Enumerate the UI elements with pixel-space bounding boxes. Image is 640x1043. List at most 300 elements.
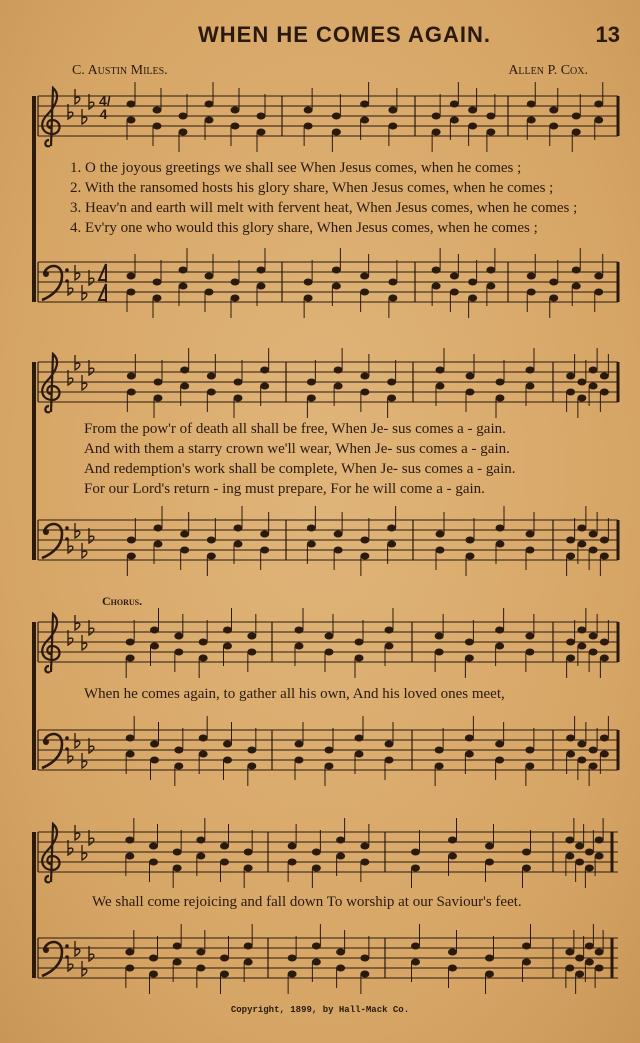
- note-head: [387, 541, 396, 548]
- note-head: [307, 525, 316, 532]
- note-head: [595, 949, 604, 956]
- time-signature-digit: [99, 264, 107, 282]
- note-head: [585, 943, 594, 950]
- note-head: [260, 547, 269, 554]
- note-head: [485, 843, 494, 850]
- note-head: [288, 955, 297, 962]
- note-head: [526, 547, 535, 554]
- bass-clef-icon: [42, 942, 62, 976]
- note-head: [150, 643, 159, 650]
- note-head: [496, 379, 505, 386]
- note-head: [304, 123, 313, 130]
- note-head: [522, 865, 531, 872]
- note-head: [522, 959, 531, 966]
- note-head: [149, 859, 158, 866]
- note-head: [260, 383, 269, 390]
- treble-clef-icon: [42, 614, 59, 672]
- note-head: [496, 525, 505, 532]
- note-head: [126, 639, 135, 646]
- note-head: [450, 101, 459, 108]
- note-head: [387, 395, 396, 402]
- note-head: [594, 289, 603, 296]
- note-head: [174, 633, 183, 640]
- note-head: [577, 643, 586, 650]
- note-head: [572, 129, 581, 136]
- note-head: [244, 849, 253, 856]
- note-head: [485, 955, 494, 962]
- note-head: [360, 101, 369, 108]
- note-head: [288, 859, 297, 866]
- note-head: [336, 949, 345, 956]
- note-head: [220, 971, 229, 978]
- note-head: [432, 283, 441, 290]
- note-head: [127, 537, 136, 544]
- note-head: [325, 763, 334, 770]
- note-head: [247, 763, 256, 770]
- note-head: [585, 865, 594, 872]
- note-head: [600, 655, 609, 662]
- note-head: [332, 267, 341, 274]
- note-head: [360, 117, 369, 124]
- note-head: [247, 649, 256, 656]
- note-head: [247, 633, 256, 640]
- note-head: [527, 117, 536, 124]
- note-head: [125, 949, 134, 956]
- lyricist-credit: C. Austin Miles.: [72, 63, 168, 78]
- note-head: [180, 383, 189, 390]
- note-head: [257, 283, 266, 290]
- note-head: [207, 553, 216, 560]
- note-head: [594, 101, 603, 108]
- note-head: [432, 113, 441, 120]
- note-head: [575, 859, 584, 866]
- note-head: [549, 107, 558, 114]
- note-head: [565, 837, 574, 844]
- note-head: [525, 649, 534, 656]
- note-head: [154, 395, 163, 402]
- verse-lines-part2: [84, 419, 515, 499]
- chorus-label: Chorus.: [102, 594, 143, 608]
- note-head: [231, 279, 240, 286]
- note-head: [312, 959, 321, 966]
- note-head: [450, 289, 459, 296]
- note-head: [150, 741, 159, 748]
- note-head: [257, 113, 266, 120]
- note-head: [549, 279, 558, 286]
- note-head: [360, 859, 369, 866]
- note-head: [468, 107, 477, 114]
- note-head: [336, 965, 345, 972]
- note-head: [572, 113, 581, 120]
- note-head: [295, 643, 304, 650]
- note-head: [589, 531, 598, 538]
- note-head: [173, 943, 182, 950]
- note-head: [220, 955, 229, 962]
- verse-line: 2. With the ransomed hosts his glory share, When Jesus comes, when he comes ;: [70, 180, 554, 196]
- bass-clef-icon: [43, 739, 49, 745]
- note-head: [312, 943, 321, 950]
- note-head: [223, 741, 232, 748]
- note-head: [486, 113, 495, 120]
- note-head: [388, 107, 397, 114]
- note-head: [600, 373, 609, 380]
- note-head: [522, 849, 531, 856]
- note-head: [577, 741, 586, 748]
- note-head: [360, 373, 369, 380]
- note-head: [223, 757, 232, 764]
- note-head: [153, 295, 162, 302]
- note-head: [575, 843, 584, 850]
- chorus-line: When he comes again, to gather all his own, And his loved ones meet,: [84, 686, 505, 702]
- note-head: [244, 959, 253, 966]
- note-head: [435, 763, 444, 770]
- note-head: [244, 865, 253, 872]
- note-head: [234, 525, 243, 532]
- note-head: [526, 367, 535, 374]
- note-head: [312, 849, 321, 856]
- note-head: [495, 741, 504, 748]
- note-head: [205, 117, 214, 124]
- note-head: [577, 541, 586, 548]
- bass-clef-icon: [42, 266, 62, 300]
- note-head: [179, 267, 188, 274]
- note-head: [468, 123, 477, 130]
- time-signature-digit: [99, 284, 107, 302]
- note-head: [577, 395, 586, 402]
- note-head: [589, 633, 598, 640]
- bass-clef-dot: [65, 526, 69, 530]
- note-head: [388, 123, 397, 130]
- note-head: [450, 273, 459, 280]
- bass-clef-icon: [43, 947, 49, 953]
- note-head: [173, 865, 182, 872]
- note-head: [180, 547, 189, 554]
- note-head: [525, 747, 534, 754]
- note-head: [234, 541, 243, 548]
- note-head: [436, 531, 445, 538]
- note-head: [436, 367, 445, 374]
- note-head: [411, 849, 420, 856]
- note-head: [127, 273, 136, 280]
- note-head: [575, 955, 584, 962]
- note-head: [207, 373, 216, 380]
- note-head: [566, 639, 575, 646]
- note-head: [223, 627, 232, 634]
- note-head: [223, 643, 232, 650]
- note-head: [179, 283, 188, 290]
- verse-line: 1. O the joyous greetings we shall see When Jesus comes, when he comes ;: [70, 160, 522, 176]
- note-head: [575, 971, 584, 978]
- note-head: [150, 757, 159, 764]
- note-head: [385, 627, 394, 634]
- note-head: [465, 655, 474, 662]
- note-head: [154, 525, 163, 532]
- note-head: [589, 649, 598, 656]
- note-head: [247, 747, 256, 754]
- note-head: [126, 655, 135, 662]
- note-head: [525, 763, 534, 770]
- note-head: [448, 853, 457, 860]
- note-head: [465, 735, 474, 742]
- note-head: [220, 843, 229, 850]
- note-head: [334, 383, 343, 390]
- treble-clef-icon: [42, 824, 59, 882]
- note-head: [295, 741, 304, 748]
- note-head: [234, 395, 243, 402]
- page-number: 13: [595, 22, 620, 47]
- note-head: [180, 367, 189, 374]
- bass-clef-dot: [65, 268, 69, 272]
- note-head: [496, 541, 505, 548]
- verse-line: And with them a starry crown we'll wear, When Je- sus comes a - gain.: [84, 441, 510, 457]
- note-head: [257, 267, 266, 274]
- treble-clef-icon: [42, 354, 59, 412]
- note-head: [334, 367, 343, 374]
- note-head: [360, 955, 369, 962]
- note-head: [332, 283, 341, 290]
- note-head: [205, 273, 214, 280]
- bass-clef-icon: [43, 271, 49, 277]
- note-head: [180, 531, 189, 538]
- note-head: [334, 531, 343, 538]
- note-head: [360, 289, 369, 296]
- note-head: [485, 859, 494, 866]
- note-head: [549, 295, 558, 302]
- note-head: [199, 655, 208, 662]
- note-head: [465, 639, 474, 646]
- note-head: [466, 389, 475, 396]
- note-head: [244, 943, 253, 950]
- note-head: [125, 853, 134, 860]
- note-head: [589, 383, 598, 390]
- note-head: [231, 123, 240, 130]
- note-head: [577, 525, 586, 532]
- note-head: [231, 107, 240, 114]
- note-head: [527, 101, 536, 108]
- note-head: [325, 747, 334, 754]
- note-head: [577, 627, 586, 634]
- verse-lines-part1: [70, 158, 577, 238]
- note-head: [149, 843, 158, 850]
- note-head: [468, 295, 477, 302]
- note-head: [360, 971, 369, 978]
- note-head: [566, 751, 575, 758]
- note-head: [450, 117, 459, 124]
- note-head: [360, 553, 369, 560]
- note-head: [126, 751, 135, 758]
- note-head: [572, 267, 581, 274]
- note-head: [234, 379, 243, 386]
- note-head: [288, 971, 297, 978]
- note-head: [360, 273, 369, 280]
- verse-line: From the pow'r of death all shall be free, When Je- sus comes a - gain.: [84, 421, 506, 437]
- note-head: [173, 959, 182, 966]
- note-head: [595, 837, 604, 844]
- note-head: [600, 735, 609, 742]
- note-head: [231, 295, 240, 302]
- note-head: [174, 649, 183, 656]
- note-head: [207, 537, 216, 544]
- note-head: [565, 853, 574, 860]
- note-head: [220, 859, 229, 866]
- bass-clef-icon: [43, 529, 49, 535]
- note-head: [304, 107, 313, 114]
- note-head: [448, 949, 457, 956]
- note-head: [127, 289, 136, 296]
- note-head: [360, 537, 369, 544]
- note-head: [355, 751, 364, 758]
- note-head: [466, 373, 475, 380]
- note-head: [288, 843, 297, 850]
- note-head: [448, 965, 457, 972]
- note-head: [336, 853, 345, 860]
- note-head: [485, 971, 494, 978]
- note-head: [411, 865, 420, 872]
- note-head: [496, 395, 505, 402]
- note-head: [257, 129, 266, 136]
- note-head: [127, 373, 136, 380]
- note-head: [125, 837, 134, 844]
- note-head: [196, 853, 205, 860]
- bass-clef-icon: [42, 524, 62, 558]
- note-head: [125, 965, 134, 972]
- note-head: [149, 971, 158, 978]
- note-head: [549, 123, 558, 130]
- note-head: [585, 959, 594, 966]
- note-head: [572, 283, 581, 290]
- note-head: [304, 279, 313, 286]
- note-head: [334, 547, 343, 554]
- note-head: [196, 949, 205, 956]
- hymn-title: WHEN HE COMES AGAIN.: [198, 22, 491, 47]
- note-head: [522, 943, 531, 950]
- note-head: [486, 129, 495, 136]
- bass-clef-icon: [42, 734, 62, 768]
- verse-line: 3. Heav'n and earth will melt with fervent heat, When Jesus comes, when he comes ;: [70, 200, 578, 216]
- note-head: [436, 547, 445, 554]
- note-head: [600, 537, 609, 544]
- note-head: [585, 849, 594, 856]
- note-head: [566, 373, 575, 380]
- note-head: [196, 837, 205, 844]
- note-head: [566, 553, 575, 560]
- verse-line: 4. Ev'ry one who would this glory share, When Jesus comes, when he comes ;: [70, 220, 538, 236]
- note-head: [527, 289, 536, 296]
- note-head: [526, 383, 535, 390]
- note-head: [594, 273, 603, 280]
- note-head: [566, 537, 575, 544]
- note-head: [595, 853, 604, 860]
- time-signature: 4/4: [99, 93, 111, 122]
- note-head: [355, 735, 364, 742]
- verse-line: For our Lord's return - ing must prepare, For he will come a - gain.: [84, 481, 485, 497]
- note-head: [307, 395, 316, 402]
- note-head: [594, 117, 603, 124]
- note-head: [435, 747, 444, 754]
- note-head: [600, 553, 609, 560]
- note-head: [154, 379, 163, 386]
- note-head: [525, 633, 534, 640]
- note-head: [205, 101, 214, 108]
- note-head: [388, 295, 397, 302]
- note-head: [307, 541, 316, 548]
- note-head: [577, 757, 586, 764]
- note-head: [526, 531, 535, 538]
- treble-clef-icon: [42, 88, 59, 146]
- note-head: [179, 129, 188, 136]
- note-head: [127, 553, 136, 560]
- note-head: [127, 101, 136, 108]
- note-head: [589, 367, 598, 374]
- note-head: [600, 751, 609, 758]
- note-head: [566, 735, 575, 742]
- note-head: [565, 949, 574, 956]
- note-head: [432, 267, 441, 274]
- note-head: [435, 633, 444, 640]
- note-head: [126, 735, 135, 742]
- note-head: [260, 367, 269, 374]
- note-head: [312, 865, 321, 872]
- note-head: [486, 267, 495, 274]
- note-head: [355, 639, 364, 646]
- note-head: [465, 751, 474, 758]
- note-head: [600, 389, 609, 396]
- note-head: [150, 627, 159, 634]
- note-head: [325, 649, 334, 656]
- note-head: [565, 965, 574, 972]
- note-head: [600, 639, 609, 646]
- note-head: [360, 843, 369, 850]
- note-head: [304, 295, 313, 302]
- note-head: [388, 279, 397, 286]
- chorus-line: We shall come rejoicing and fall down To worship at our Saviour's feet.: [92, 894, 522, 910]
- bass-clef-dot: [65, 736, 69, 740]
- note-head: [432, 129, 441, 136]
- note-head: [199, 735, 208, 742]
- note-head: [207, 389, 216, 396]
- note-head: [495, 757, 504, 764]
- note-head: [589, 747, 598, 754]
- note-head: [149, 955, 158, 962]
- note-head: [307, 379, 316, 386]
- note-head: [174, 747, 183, 754]
- note-head: [566, 655, 575, 662]
- note-head: [495, 643, 504, 650]
- note-head: [127, 117, 136, 124]
- note-head: [589, 763, 598, 770]
- note-head: [154, 541, 163, 548]
- note-head: [205, 289, 214, 296]
- note-head: [199, 751, 208, 758]
- note-head: [199, 639, 208, 646]
- note-head: [435, 649, 444, 656]
- note-head: [173, 849, 182, 856]
- note-head: [466, 537, 475, 544]
- note-head: [360, 389, 369, 396]
- note-head: [589, 547, 598, 554]
- bass-clef-dot: [65, 944, 69, 948]
- note-head: [595, 965, 604, 972]
- note-head: [336, 837, 345, 844]
- note-head: [196, 965, 205, 972]
- note-head: [295, 757, 304, 764]
- note-head: [468, 279, 477, 286]
- note-head: [325, 633, 334, 640]
- note-head: [332, 129, 341, 136]
- note-head: [153, 107, 162, 114]
- note-head: [153, 123, 162, 130]
- note-head: [174, 763, 183, 770]
